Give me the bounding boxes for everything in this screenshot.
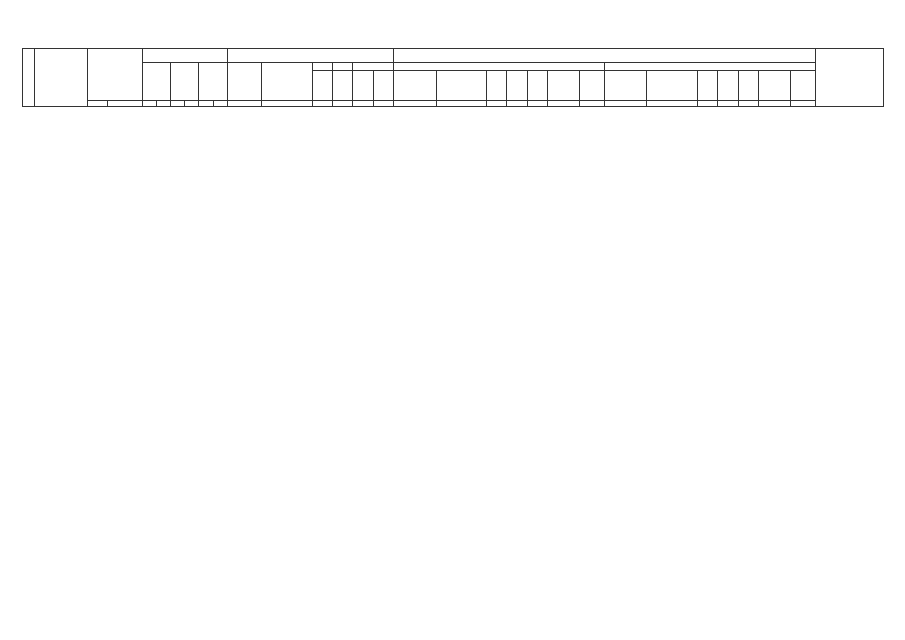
header-length: [87, 49, 142, 101]
header-unit-m2: [108, 101, 142, 107]
header-works-2019: [393, 63, 604, 71]
header-work-qty2-2020: [738, 71, 758, 101]
header-note: [815, 49, 883, 107]
header-dtp-date-2: [333, 63, 353, 71]
header-work-address-2020: [604, 71, 647, 101]
header-state-unit: [156, 101, 170, 107]
header-work-cost-2020: [791, 71, 815, 101]
header-name: [35, 49, 88, 107]
header-work-unit-2020: [698, 71, 718, 101]
header-state-unit: [199, 101, 213, 107]
header-state-date-3: [199, 63, 227, 101]
header-state-unit: [185, 101, 199, 107]
header-dtp-date-1: [312, 63, 332, 71]
header-state-unit: [213, 101, 227, 107]
roads-table: [22, 48, 884, 107]
header-dtp: [227, 49, 393, 63]
header-works-2020: [604, 63, 815, 71]
header-state-date-1: [142, 63, 170, 101]
header-dtp-address: [227, 63, 261, 101]
header-work-type: [436, 71, 487, 101]
header-work-unit: [487, 71, 507, 101]
header-work-sum: [548, 71, 580, 101]
header-work-qty2: [527, 71, 547, 101]
header-dtp-reason: [262, 63, 313, 101]
header-unit-km: [87, 101, 107, 107]
header-work-type-2020: [647, 71, 698, 101]
header-work-qty: [507, 71, 527, 101]
header-state-unit: [142, 101, 156, 107]
header-dtp-date-3: [353, 63, 394, 71]
header-work-cost: [580, 71, 604, 101]
header-state: [142, 49, 227, 63]
header-works: [393, 49, 815, 63]
header-work-qty-2020: [718, 71, 738, 101]
document-sheet: [22, 48, 884, 107]
header-state-unit: [170, 101, 184, 107]
header-state-date-2: [170, 63, 198, 101]
header-work-address: [393, 71, 436, 101]
header-no: [23, 49, 35, 107]
header-work-sum-2020: [758, 71, 790, 101]
